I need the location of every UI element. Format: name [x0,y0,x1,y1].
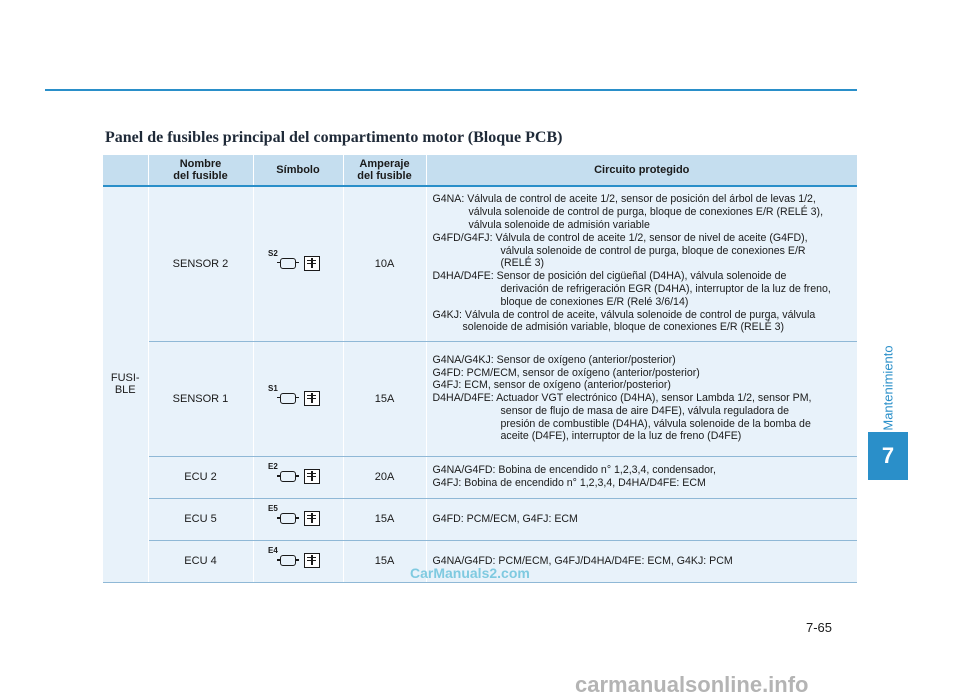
fuse-icon [280,471,296,482]
table-row [103,498,857,540]
fuse-symbol [253,186,343,341]
circuit-line: solenoide de admisión variable, bloque de conexiones E/R (RELÉ 3) [462,321,785,334]
circuit-line: G4FD: PCM/ECM, sensor de oxígeno (anterior/posterior) [432,366,700,379]
circuit-line: G4NA/G4FD: PCM/ECM, G4FJ/D4HA/D4FE: ECM, G4KJ: PCM [432,554,733,567]
fuse-symbol-code: E2 [268,462,278,471]
side-section-label [868,338,908,438]
fuse-symbol [253,498,343,540]
fuse-group-label-line2: BLE [114,384,136,397]
fuse-symbol [253,540,343,582]
fuse-amperage: 15A [343,498,426,540]
fuse-circuit [426,341,857,456]
fuse-name: SENSOR 2 [148,186,253,341]
fuse-group-label-line1: FUSI- [110,372,140,385]
circuit-line: bloque de conexiones E/R (Relé 3/6/14) [500,295,689,308]
circuit-line: válvula solenoide de admisión variable [468,218,650,231]
fuse-symbol-code: S1 [268,383,278,393]
circuit-line: G4FJ: Bobina de encendido n° 1,2,3,4, D4HA/D4FE: ECM [432,477,706,489]
fuse-icon [280,393,296,404]
fuse-circuit [426,498,857,540]
circuit-line: válvula solenoide de control de purga, bloque de conexiones E/R (RELÉ 3), [468,206,824,219]
fuse-circuit [426,186,857,341]
fuse-symbol [253,341,343,456]
table-row [103,186,857,341]
fuse-name: ECU 2 [148,456,253,498]
fuse-circuit [426,456,857,498]
chapter-tab: 7 [868,432,908,480]
fuse-symbol-graphic [268,462,328,488]
circuit-line: válvula solenoide de control de purga, bloque de conexiones E/R [500,244,806,257]
fuse-name: ECU 5 [148,498,253,540]
circuit-line: G4NA/G4KJ: Sensor de oxígeno (anterior/posterior) [432,353,676,366]
circuit-line: D4HA/D4FE: Sensor de posición del cigüeñal (D4HA), válvula solenoide de [432,270,787,283]
fuse-group-label [103,186,148,582]
fuse-icon [280,513,296,524]
fuse-symbol-code: E5 [268,504,278,513]
header-circuit: Circuito protegido [426,155,857,186]
fuse-amperage: 15A [343,540,426,582]
header-amperage [343,155,426,186]
table-row [103,456,857,498]
fuse-symbol-graphic [268,546,328,572]
fuse-amperage: 10A [343,186,426,341]
manual-book-icon [304,469,320,484]
circuit-line: (RELÉ 3) [500,257,545,270]
fuse-symbol-code: S2 [268,248,278,258]
fuse-symbol-graphic [268,383,328,410]
manual-book-icon [304,553,320,568]
fuse-amperage: 20A [343,456,426,498]
circuit-line: aceite (D4FE), interruptor de la luz de freno (D4FE) [500,430,742,443]
fuse-name: ECU 4 [148,540,253,582]
watermark-carmanuals2: CarManuals2.com [410,565,530,581]
section-title: Panel de fusibles principal del compartimento motor (Bloque PCB) [105,129,563,146]
manual-book-icon [304,511,320,526]
circuit-line: G4FD/G4FJ: Válvula de control de aceite 1/2, sensor de nivel de aceite (G4FD), [432,231,808,244]
watermark-carmanualsonline: carmanualsonline.info [575,672,809,697]
fuse-icon [280,258,296,269]
circuit-line: derivación de refrigeración EGR (D4HA), interruptor de la luz de freno, [500,282,831,295]
side-section-label-text: Mantenimiento [880,345,896,431]
fuse-symbol-graphic [268,248,328,275]
table-header-row [103,155,857,186]
fuse-symbol-code: E4 [268,546,278,555]
header-fuse-name [148,155,253,186]
fuse-amperage: 15A [343,341,426,456]
circuit-line: sensor de flujo de masa de aire D4FE), válvula reguladora de [500,404,790,417]
fuse-symbol [253,456,343,498]
circuit-line: G4FD: PCM/ECM, G4FJ: ECM [432,512,578,525]
manual-book-icon [304,391,320,406]
header-fuse-name-line1: Nombre [179,158,222,170]
circuit-line: G4KJ: Válvula de control de aceite, válvula solenoide de control de purga, válvula [432,308,816,321]
page-number: 7-65 [806,620,833,635]
circuit-line: G4FJ: ECM, sensor de oxígeno (anterior/posterior) [432,379,671,392]
header-amperage-line2: del fusible [357,170,412,182]
circuit-line: presión de combustible (D4HA), válvula solenoide de la bomba de [500,417,811,430]
manual-book-icon [304,256,320,271]
fuse-name: SENSOR 1 [148,341,253,456]
circuit-line: D4HA/D4FE: Actuador VGT electrónico (D4HA), sensor Lambda 1/2, sensor PM, [432,392,812,405]
header-fuse-name-line2: del fusible [173,170,228,182]
table-row [103,341,857,456]
fuse-table [103,155,857,583]
circuit-line: G4NA/G4FD: Bobina de encendido n° 1,2,3,4, condensador, [432,464,716,477]
header-group [103,155,148,186]
fuse-symbol-graphic [268,504,328,530]
header-symbol: Símbolo [253,155,343,186]
fuse-icon [280,555,296,566]
top-rule [45,89,857,91]
header-amperage-line1: Amperaje [359,158,410,170]
circuit-line: G4NA: Válvula de control de aceite 1/2, sensor de posición del árbol de levas 1/2, [432,193,816,206]
